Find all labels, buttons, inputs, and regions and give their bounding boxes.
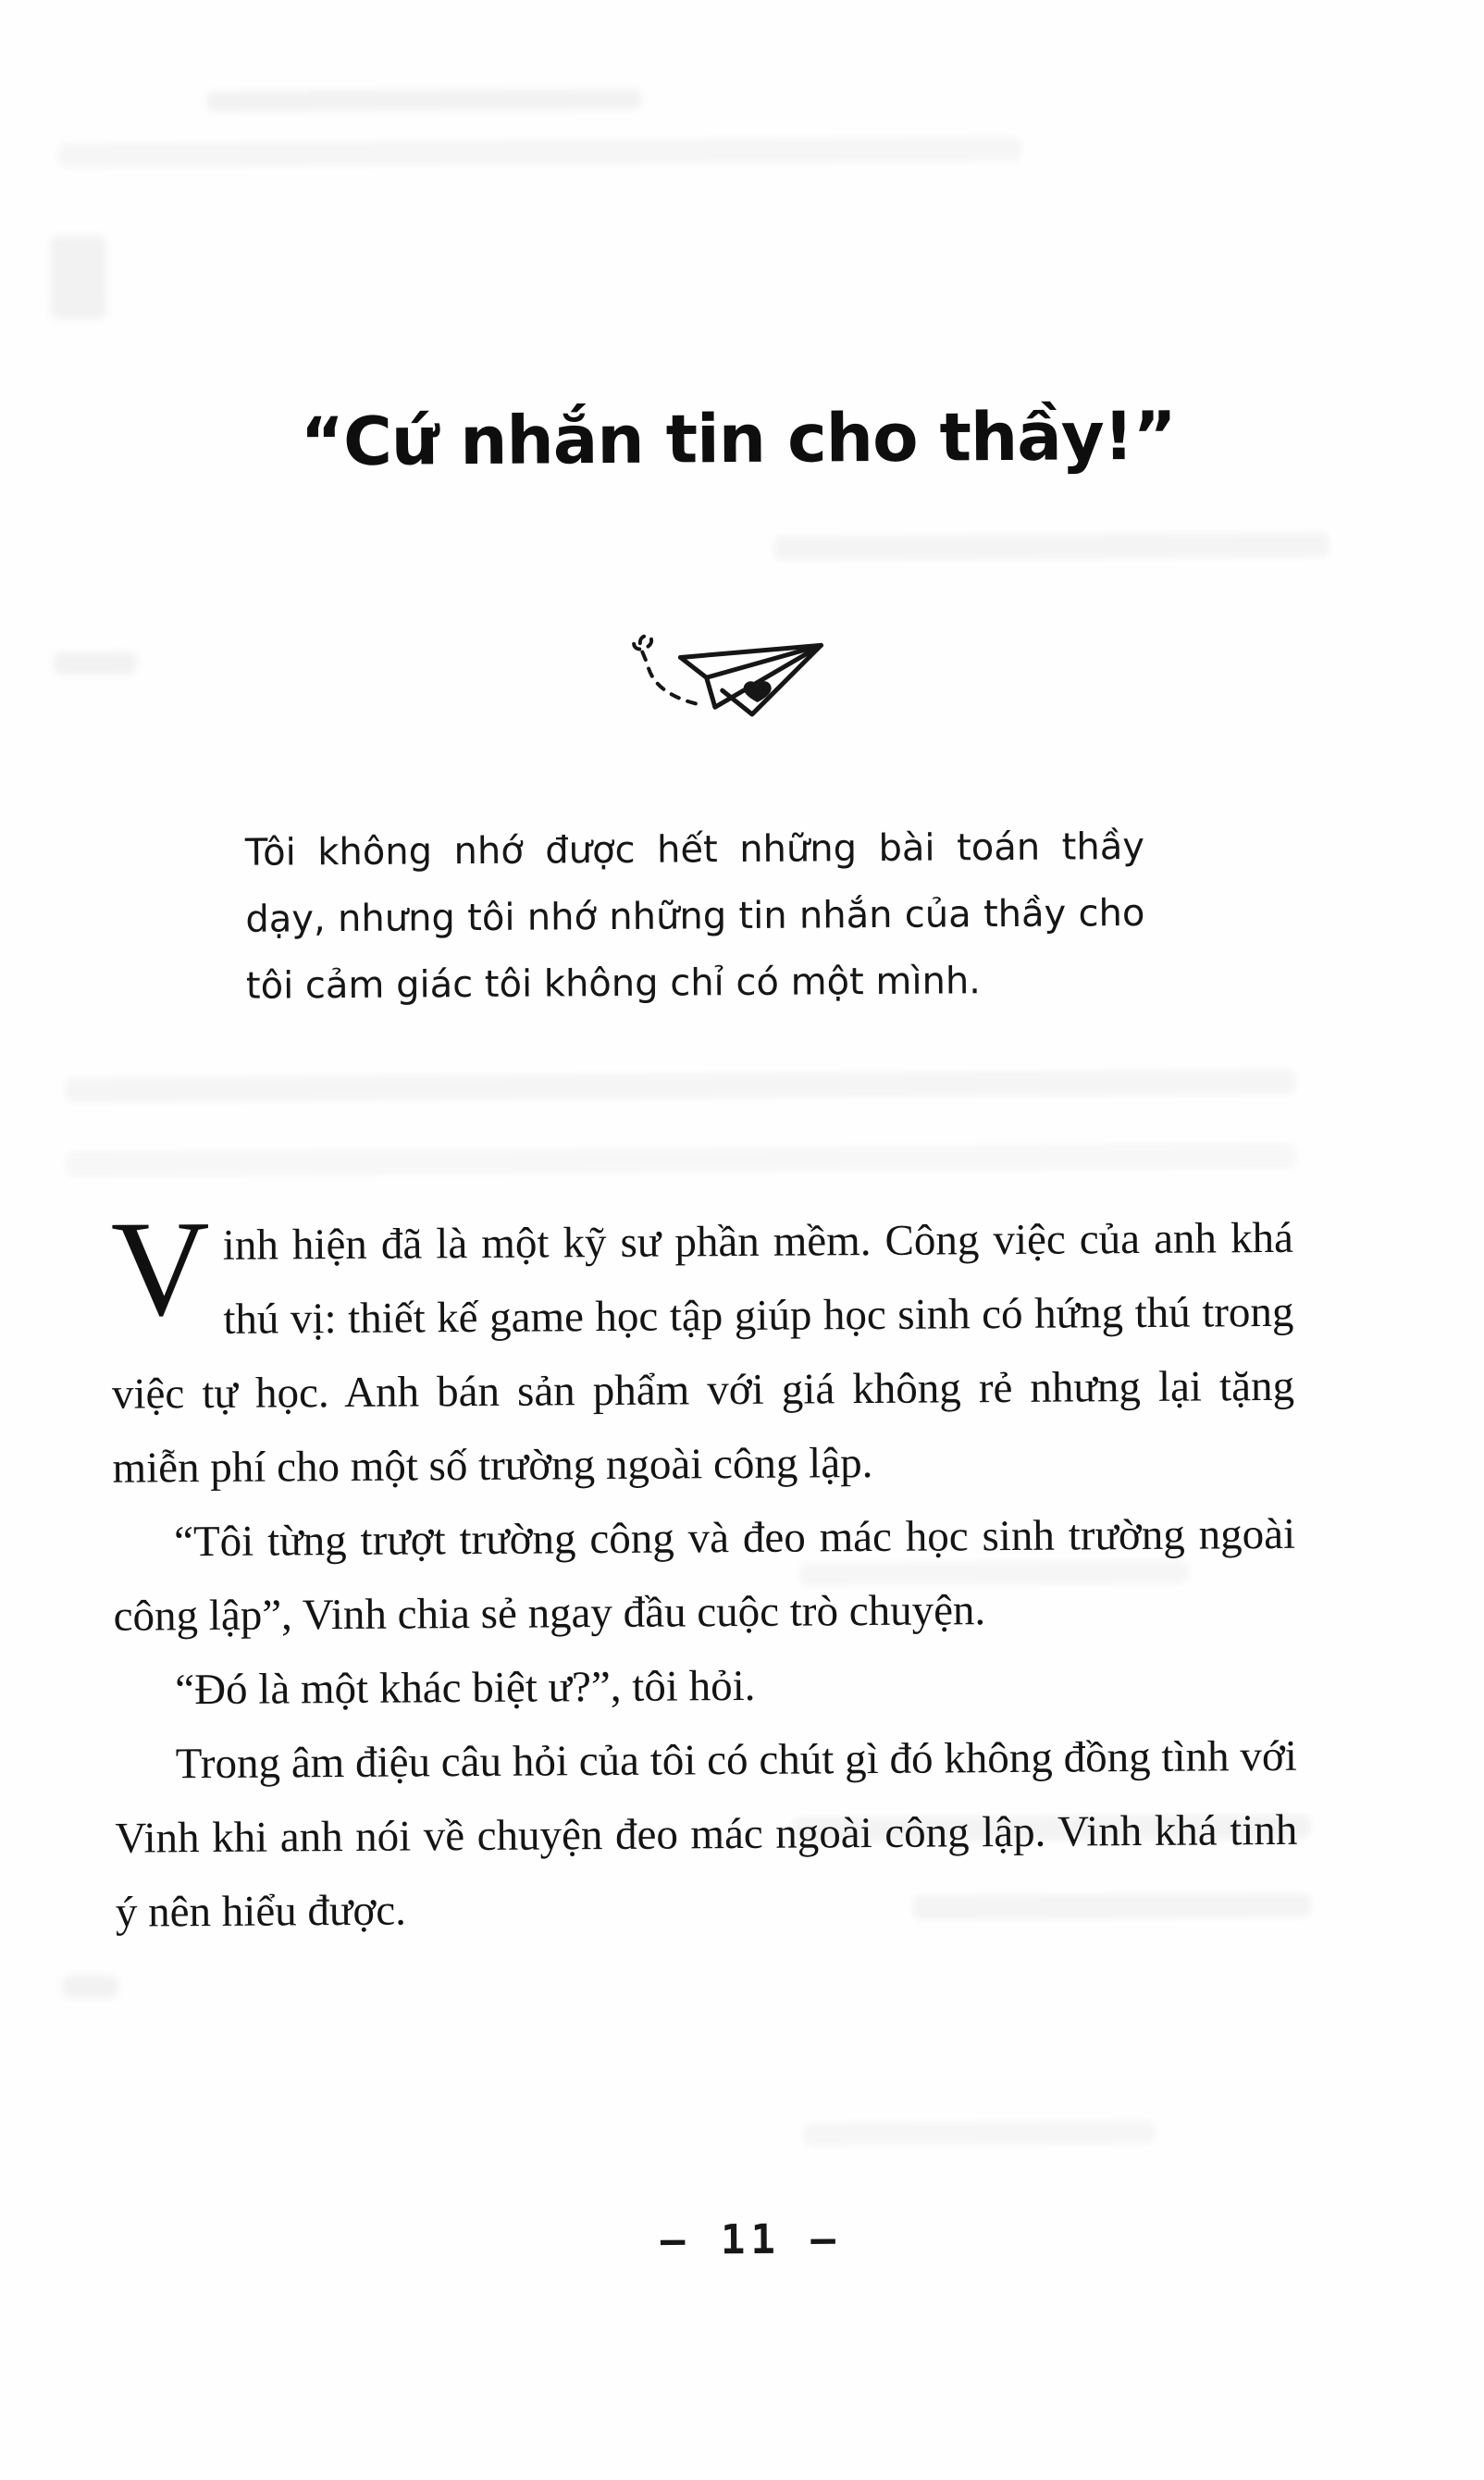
paragraph bbox=[110, 1193, 1295, 1506]
paragraph: “Tôi từng trượt trường công và đeo mác học sinh trường ngoài công lập”, Vinh chia sẻ ngay đầu cuộc trò chuyện. bbox=[113, 1509, 1296, 1641]
paragraph: “Đó là một khác biệt ư?”, tôi hỏi. bbox=[175, 1661, 756, 1715]
paper-airplane-icon bbox=[569, 591, 866, 750]
bleedthrough-smudge bbox=[59, 137, 1021, 167]
page-number: — 11 — bbox=[660, 2215, 842, 2264]
bleedthrough-smudge bbox=[53, 652, 136, 676]
airplane-body bbox=[680, 645, 822, 714]
paragraph-text: inh hiện đã là một kỹ sư phần mềm. Công việc của anh khá thú vị: thiết kế game học tập giúp học sinh có hứng thú trong việc tự học. Anh bán sản phẩm với giá không rẻ nhưng lại tặng miễn phí cho một số trường ngoài công lập. bbox=[111, 1213, 1295, 1493]
body-text bbox=[110, 1193, 1299, 1950]
bleedthrough-smudge bbox=[66, 1070, 1296, 1102]
dashed-trail-icon bbox=[634, 635, 696, 703]
chapter-title: “Cứ nhắn tin cho thầy!” bbox=[300, 396, 1177, 481]
paragraph: Trong âm điệu câu hỏi của tôi có chút gì đó không đồng tình với Vinh khi anh nói về chuyện đeo mác ngoài công lập. Vinh khá tinh ý nên hiểu được. bbox=[115, 1731, 1298, 1937]
bleedthrough-smudge bbox=[774, 533, 1329, 561]
bleedthrough-smudge bbox=[62, 1976, 117, 1998]
bleedthrough-smudge bbox=[66, 1144, 1296, 1176]
bleedthrough-smudge bbox=[206, 89, 641, 112]
bleedthrough-smudge bbox=[804, 2121, 1156, 2146]
bleedthrough-smudge bbox=[50, 236, 106, 319]
drop-cap: V bbox=[110, 1193, 211, 1345]
epigraph-quote: Tôi không nhớ được hết những bài toán thầy dạy, nhưng tôi nhớ những tin nhắn của thầy cho tôi cảm giác tôi không chỉ có một mình. bbox=[244, 825, 1145, 1008]
paper-airplane-illustration bbox=[569, 591, 866, 750]
